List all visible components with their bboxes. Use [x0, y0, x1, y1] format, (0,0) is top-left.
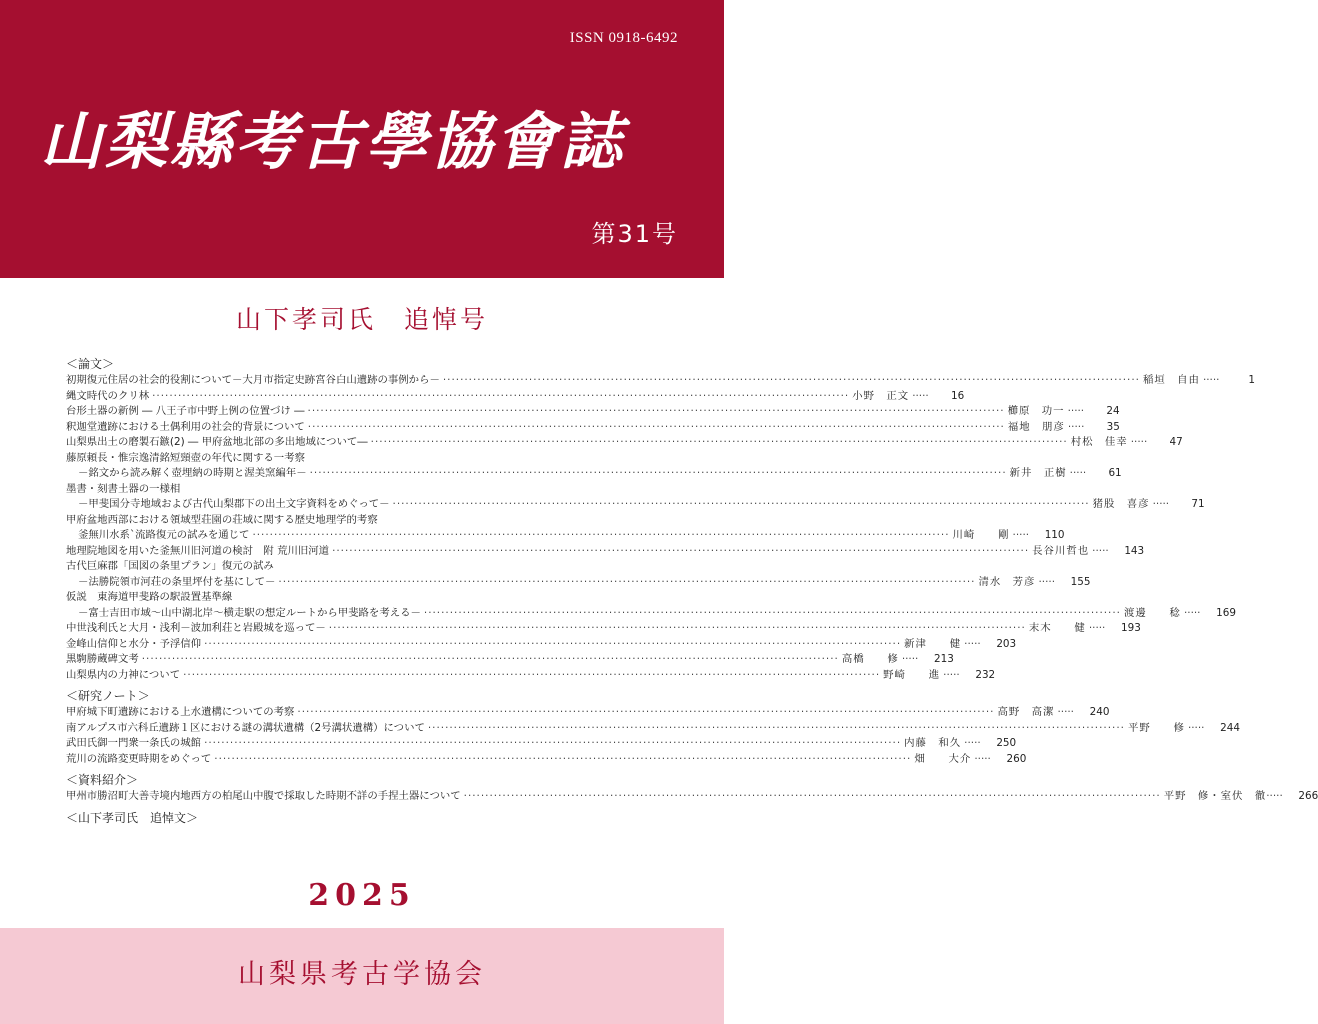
section-spacer — [66, 805, 670, 808]
toc-section-heading: ＜山下孝司氏 追悼文＞ — [66, 810, 199, 825]
leader-dots-short: ····· — [1187, 721, 1205, 734]
issn-number: ISSN 0918-6492 — [569, 30, 678, 46]
toc-entry-page: 213 — [933, 653, 954, 665]
toc-section-heading: ＜論文＞ — [66, 357, 115, 371]
toc-entry-author: 長谷川哲也 — [1032, 544, 1090, 557]
toc-entry-page: 110 — [1044, 529, 1065, 541]
section-spacer — [66, 767, 670, 770]
cover-header — [0, 0, 724, 278]
toc-entry-title: 台形土器の新例 ― 八王子市中野上例の位置づけ ― — [66, 405, 305, 417]
leader-dots — [214, 752, 911, 768]
toc-entry-author: 高橋 修 — [841, 653, 899, 665]
toc-entry-author: 高野 高潔 — [997, 706, 1055, 718]
toc-entry-author: 猪股 喜彦 — [1092, 498, 1150, 510]
toc-entry-page: 240 — [1089, 706, 1110, 718]
toc-entry-author: 畑 大介 — [914, 752, 972, 765]
leader-dots-short: ····· — [974, 752, 991, 765]
toc-entry — [66, 652, 954, 668]
toc-entry-title: －法勝院領市河荘の条里坪付を基にして－ — [78, 575, 276, 588]
toc-entry-title: 金峰山信仰と水分・予浮信仰 — [66, 637, 202, 650]
toc-entry-title: 墨書・刻書土器の一様相 — [66, 482, 181, 495]
leader-dots-short: ····· — [943, 668, 960, 681]
toc-entry-page: 1 — [1248, 374, 1255, 386]
toc-entry — [66, 590, 670, 606]
toc-entry-page: 24 — [1106, 405, 1120, 417]
toc-entry — [66, 606, 1236, 622]
toc-section-heading: ＜資料紹介＞ — [66, 773, 139, 787]
leader-dots — [308, 404, 1005, 420]
leader-dots-short: ····· — [1202, 374, 1220, 386]
toc-entry-author: 小野 正文 — [852, 389, 910, 402]
toc-entry-page: 155 — [1070, 575, 1091, 588]
leader-dots-short: ····· — [901, 653, 919, 665]
toc-entry-title: 古代巨麻郡「国図の条里プラン」復元の試み — [66, 560, 274, 572]
toc-entry-title: 藤原頼長・惟宗逸清銘短頸壺の年代に関する一考察 — [66, 451, 305, 464]
leader-dots — [152, 389, 849, 405]
toc-entry — [66, 752, 1027, 768]
toc-entry-author: 内藤 和久 — [904, 737, 962, 749]
issue-number: 第31号 — [591, 220, 678, 248]
toc-entry-page: 143 — [1124, 544, 1145, 557]
leader-dots-short: ····· — [1067, 420, 1085, 433]
toc-entry-title: 仮説 東海道甲斐路の駅設置基準線 — [66, 591, 233, 603]
toc-entry-title: 甲府盆地西部における領域型荘園の荘域に関する歴史地理学的考察 — [66, 513, 378, 526]
leader-dots — [204, 637, 901, 653]
toc-entry — [66, 497, 1205, 513]
toc-entry-author: 渡邊 稔 — [1123, 606, 1181, 619]
toc-entry — [66, 621, 1141, 637]
toc-entry-page: 47 — [1169, 436, 1183, 448]
toc-entry-title: 黒駒勝蔵碑文考 — [66, 653, 139, 665]
toc-entry-title: －銘文から読み解く壺埋納の時期と渥美窯編年－ — [78, 467, 307, 479]
toc-entry-title: 地理院地図を用いた釜無川旧河道の検討 附 荒川旧河道 — [66, 544, 330, 557]
memorial-issue-title: 山下孝司氏 追悼号 — [235, 305, 488, 334]
toc-entry — [66, 528, 1065, 544]
toc-entry-author: 福地 朋彦 — [1007, 420, 1065, 433]
toc-entry-title: 縄文時代のクリ林 — [66, 389, 150, 402]
leader-dots-short: ····· — [912, 389, 929, 402]
toc-entry — [66, 435, 1183, 451]
toc-entry — [66, 789, 1318, 805]
leader-dots-short: ····· — [964, 637, 981, 650]
toc-entry-page: 260 — [1006, 752, 1027, 765]
leader-dots — [464, 789, 1161, 805]
toc-entry — [66, 668, 996, 684]
toc-entry — [66, 736, 1017, 752]
toc-entry-author: 櫛原 功一 — [1007, 405, 1065, 417]
leader-dots — [142, 652, 839, 668]
leader-dots — [329, 621, 1026, 637]
toc-entry-page: 244 — [1220, 721, 1240, 734]
leader-dots — [183, 668, 880, 684]
toc-entry-author: 野崎 進 — [883, 668, 941, 681]
leader-dots-short: ····· — [1057, 706, 1074, 718]
leader-dots — [308, 420, 1005, 436]
toc-entry-page: 266 — [1298, 790, 1318, 802]
toc-entry-page: 16 — [950, 389, 965, 402]
toc-entry-title: 山梨県出土の磨製石鏃(2) ― 甲府盆地北部の多出地域について― — [66, 436, 368, 448]
toc-entry-author: 稲垣 自由 — [1142, 374, 1200, 386]
toc-entry-title: 甲府城下町遺跡における上水遺構についての考察 — [66, 706, 295, 718]
leader-dots-short: ····· — [1266, 790, 1283, 802]
toc-entry-page: 61 — [1108, 467, 1122, 479]
toc-entry-page: 71 — [1191, 498, 1205, 510]
cover-footer — [0, 928, 724, 1024]
toc-entry-title: －甲斐国分寺地域および古代山梨郡下の出土文字資料をめぐって－ — [78, 498, 390, 510]
leader-dots-short: ····· — [1069, 467, 1087, 479]
toc-entry-title: 釈迦堂遺跡における土偶利用の社会的背景について — [66, 420, 305, 433]
toc-entry-page: 35 — [1106, 420, 1120, 433]
toc-entry — [66, 466, 1122, 482]
toc-entry — [66, 373, 1255, 389]
toc-entry — [66, 575, 1091, 591]
toc-entry-title: 釜無川水系`流路復元の試みを通じて — [78, 529, 250, 541]
journal-title: 山梨縣考古學協會誌 — [40, 105, 626, 178]
toc-entry — [66, 705, 1110, 721]
toc-entry — [66, 513, 670, 529]
leader-dots — [297, 705, 994, 721]
toc-entry-title: 南アルプス市六科丘遺跡１区における謎の溝状遺構（2号溝状遺構）について — [66, 721, 425, 734]
toc-entry — [66, 721, 1240, 737]
leader-dots — [204, 736, 901, 752]
leader-dots-short: ····· — [1088, 622, 1106, 634]
toc-entry-title: －富士吉田市域～山中湖北岸～横走駅の想定ルートから甲斐路を考える－ — [78, 606, 421, 619]
publisher-name: 山梨県考古学協会 — [238, 959, 486, 990]
toc-entry-page: 250 — [996, 737, 1017, 749]
section-spacer — [66, 683, 670, 686]
toc-entry-page: 193 — [1121, 622, 1141, 634]
leader-dots-short: ····· — [1038, 575, 1056, 588]
toc-entry — [66, 420, 1120, 436]
leader-dots — [310, 466, 1007, 482]
toc-entry — [66, 451, 670, 467]
leader-dots — [371, 435, 1068, 451]
toc-entry-title: 中世浅利氏と大月・浅利－波加利荘と岩殿城を巡って－ — [66, 622, 326, 634]
leader-dots-short: ····· — [1130, 436, 1148, 448]
toc-entry-author: 平野 修 — [1127, 721, 1185, 734]
toc-entry-page: 169 — [1216, 606, 1236, 619]
leader-dots — [332, 544, 1029, 560]
table-of-contents — [66, 354, 1318, 830]
toc-entry-author: 川崎 剛 — [952, 529, 1010, 541]
leader-dots-short: ····· — [1183, 606, 1201, 619]
leader-dots-short: ····· — [1012, 529, 1030, 541]
toc-entry — [66, 482, 670, 498]
toc-entry-title: 甲州市勝沼町大善寺境内地西方の柏尾山中腹で採取した時期不詳の手捏土器について — [66, 790, 461, 802]
toc-section-heading: ＜研究ノート＞ — [66, 689, 150, 703]
toc-entry — [66, 404, 1120, 420]
toc-entry-author: 新井 正樹 — [1009, 467, 1067, 479]
leader-dots — [424, 606, 1121, 622]
publication-year: 2025 — [308, 878, 416, 913]
toc-entry-title: 山梨県内の力神について — [66, 668, 181, 681]
toc-entry-title: 武田氏御一門衆一条氏の城館 — [66, 737, 202, 749]
leader-dots — [393, 497, 1090, 513]
toc-entry — [66, 559, 670, 575]
toc-entry — [66, 544, 1145, 560]
toc-entry-author: 新津 健 — [904, 637, 962, 650]
leader-dots-short: ····· — [1152, 498, 1170, 510]
toc-entry-page: 203 — [996, 637, 1017, 650]
toc-entry-title: 初期復元住居の社会的役割について－大月市指定史跡宮谷白山遺跡の事例から－ — [66, 374, 440, 386]
toc-entry-author: 村松 佳幸 — [1070, 436, 1128, 448]
toc-entry-page: 232 — [975, 668, 996, 681]
toc-entry — [66, 637, 1017, 653]
toc-entry-author: 清水 芳彦 — [978, 575, 1036, 588]
leader-dots — [278, 575, 975, 591]
leader-dots — [252, 528, 949, 544]
toc-entry-author: 末木 健 — [1028, 622, 1086, 634]
leader-dots — [428, 721, 1125, 737]
leader-dots-short: ····· — [964, 737, 981, 749]
toc-entry-title: 荒川の流路変更時期をめぐって — [66, 752, 212, 765]
leader-dots — [443, 373, 1140, 389]
leader-dots-short: ····· — [1067, 405, 1085, 417]
toc-entry-author: 平野 修・室伏 徹 — [1163, 790, 1267, 802]
section-spacer — [66, 827, 670, 830]
leader-dots-short: ····· — [1092, 544, 1109, 557]
toc-entry — [66, 389, 965, 405]
